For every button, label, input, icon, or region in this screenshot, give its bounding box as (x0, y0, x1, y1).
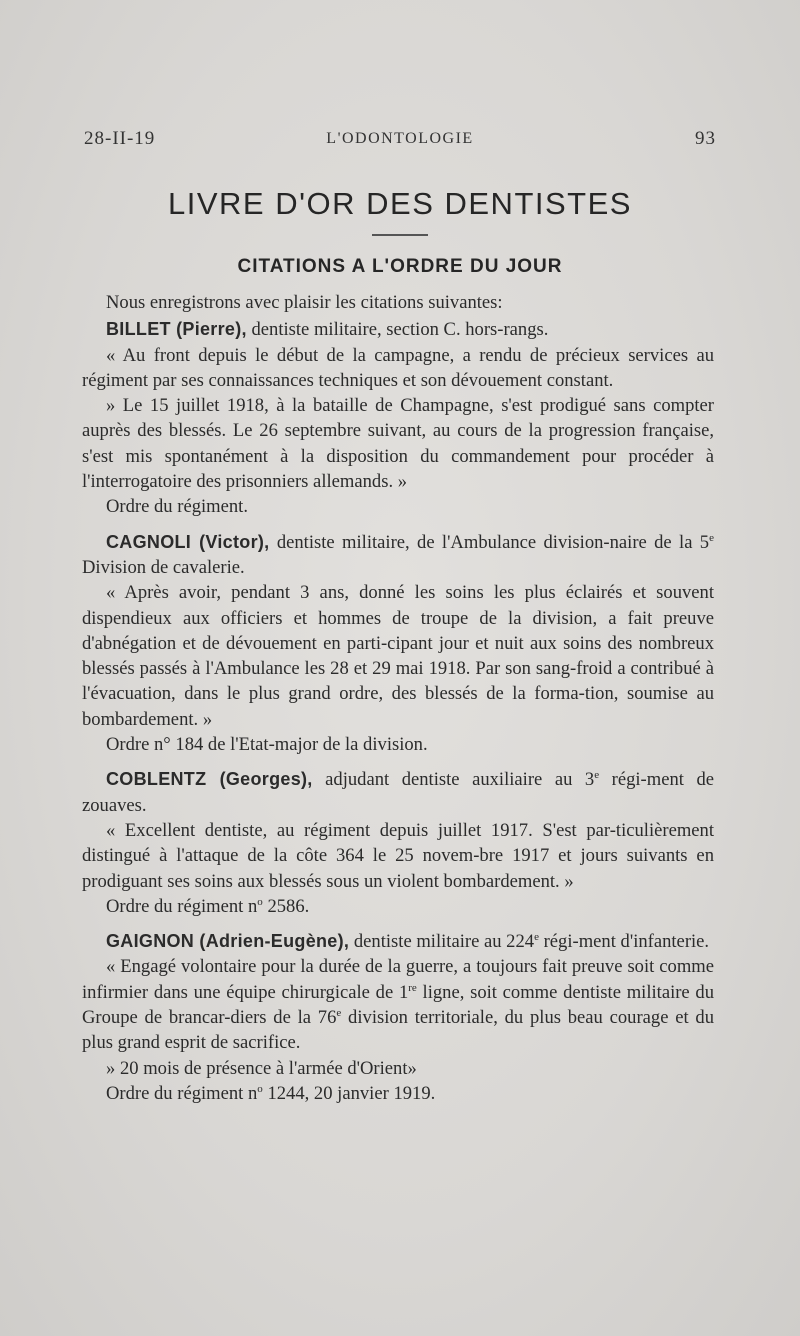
citation-billet (82, 317, 714, 342)
order-number: 1244, 20 janvier 1919. (262, 1082, 436, 1104)
citation-gaignon (82, 929, 714, 954)
citation-text: » Le 15 juillet 1918, à la bataille de Champagne, s'est prodigué sans compter auprès des blessés. Le 26 septembre suivant, au cours de la progression française, s'est mis spontanément à la disposition du commandement pour procéder à l'interrogatoire des prisonniers allemands. » (82, 395, 714, 493)
superscript: o (257, 1082, 263, 1095)
superscript: o (257, 895, 263, 908)
superscript: e (709, 531, 714, 544)
citation-description: dentiste militaire, section C. hors-rangs. (246, 319, 549, 341)
page-number: 93 (695, 128, 716, 149)
citation-order (82, 894, 714, 919)
order-text: Ordre du régiment n (106, 1082, 258, 1104)
intro-paragraph: Nous enregistrons avec plaisir les citations suivantes: (106, 292, 503, 313)
citation-name: BILLET (Pierre), (106, 319, 247, 340)
citation-order: Ordre n° 184 de l'Etat-major de la division. (106, 734, 428, 756)
title-divider (372, 234, 428, 236)
citation-description: dentiste militaire, de l'Ambulance division-naire de la 5 (269, 531, 710, 553)
citation-text-part: « Engagé volontaire pour la durée de la guerre, a toujours fait preuve soit comme infirmier dans une équipe chirurgicale de 1 (82, 956, 714, 1003)
citation-description: adjudant dentiste auxiliaire au 3 (312, 769, 595, 791)
running-header (84, 128, 716, 158)
header-date: 28-II-19 (84, 128, 156, 149)
order-number: 2586. (262, 895, 310, 917)
section-heading: CITATIONS A L'ORDRE DU JOUR (237, 256, 563, 277)
article-body (82, 290, 714, 1106)
citation-description: dentiste militaire au 224 (349, 931, 535, 953)
citation-name: COBLENTZ (Georges), (106, 769, 313, 790)
superscript: e (336, 1006, 342, 1019)
order-text: Ordre du régiment n (106, 895, 258, 917)
citation-order: Ordre du régiment. (106, 496, 248, 518)
citation-text-part: division territoriale, du plus beau courage et du plus grand esprit de sacrifice. (82, 1007, 714, 1054)
citation-text: « Excellent dentiste, au régiment depuis juillet 1917. S'est par-ticulièrement distingué à l'attaque de la côte 364 le 25 novem-bre 1917 et jours suivants en prodiguant ses soins aux blessés sous un violent bombardement. » (82, 819, 714, 892)
citation-cagnoli (82, 530, 714, 581)
citation-text-part: ligne, soit comme dentiste militaire du Groupe de brancar-diers de la 76 (82, 981, 715, 1029)
citation-description-end: régi-ment d'infanterie. (538, 931, 710, 953)
citation-order (82, 1081, 714, 1106)
superscript: e (594, 769, 600, 782)
citation-name: CAGNOLI (Victor), (106, 531, 270, 552)
header-journal-title: L'ODONTOLOGIE (326, 130, 474, 147)
citation-text: « Après avoir, pendant 3 ans, donné les soins les plus éclairés et souvent dispendieux aux officiers et hommes de troupe de la division, a fait preuve d'abnégation et de dévouement en parti-cipant jour et nuit aux soins des nombreux blessés passés à l'Ambulance les 28 et 29 mai 1918. Par son sang-froid a contribué à l'évacuation, dans le plus grand ordre, des blessés de la forma-tion, soumise au bombardement. » (82, 582, 714, 730)
citation-name: GAIGNON (Adrien-Eugène), (106, 931, 350, 952)
citation-text: « Au front depuis le début de la campagne, a rendu de précieux services au régiment par ses connaissances techniques et son dévouement constant. (82, 344, 714, 391)
citation-description-end: Division de cavalerie. (82, 556, 245, 578)
page-title: LIVRE D'OR DES DENTISTES (168, 186, 632, 221)
citation-coblentz (82, 767, 714, 818)
superscript: re (408, 981, 417, 994)
citation-description-end: régi-ment de zouaves. (82, 769, 715, 816)
superscript: e (534, 930, 539, 943)
citation-text: » 20 mois de présence à l'armée d'Orient» (106, 1057, 417, 1079)
citation-text (82, 954, 714, 1055)
